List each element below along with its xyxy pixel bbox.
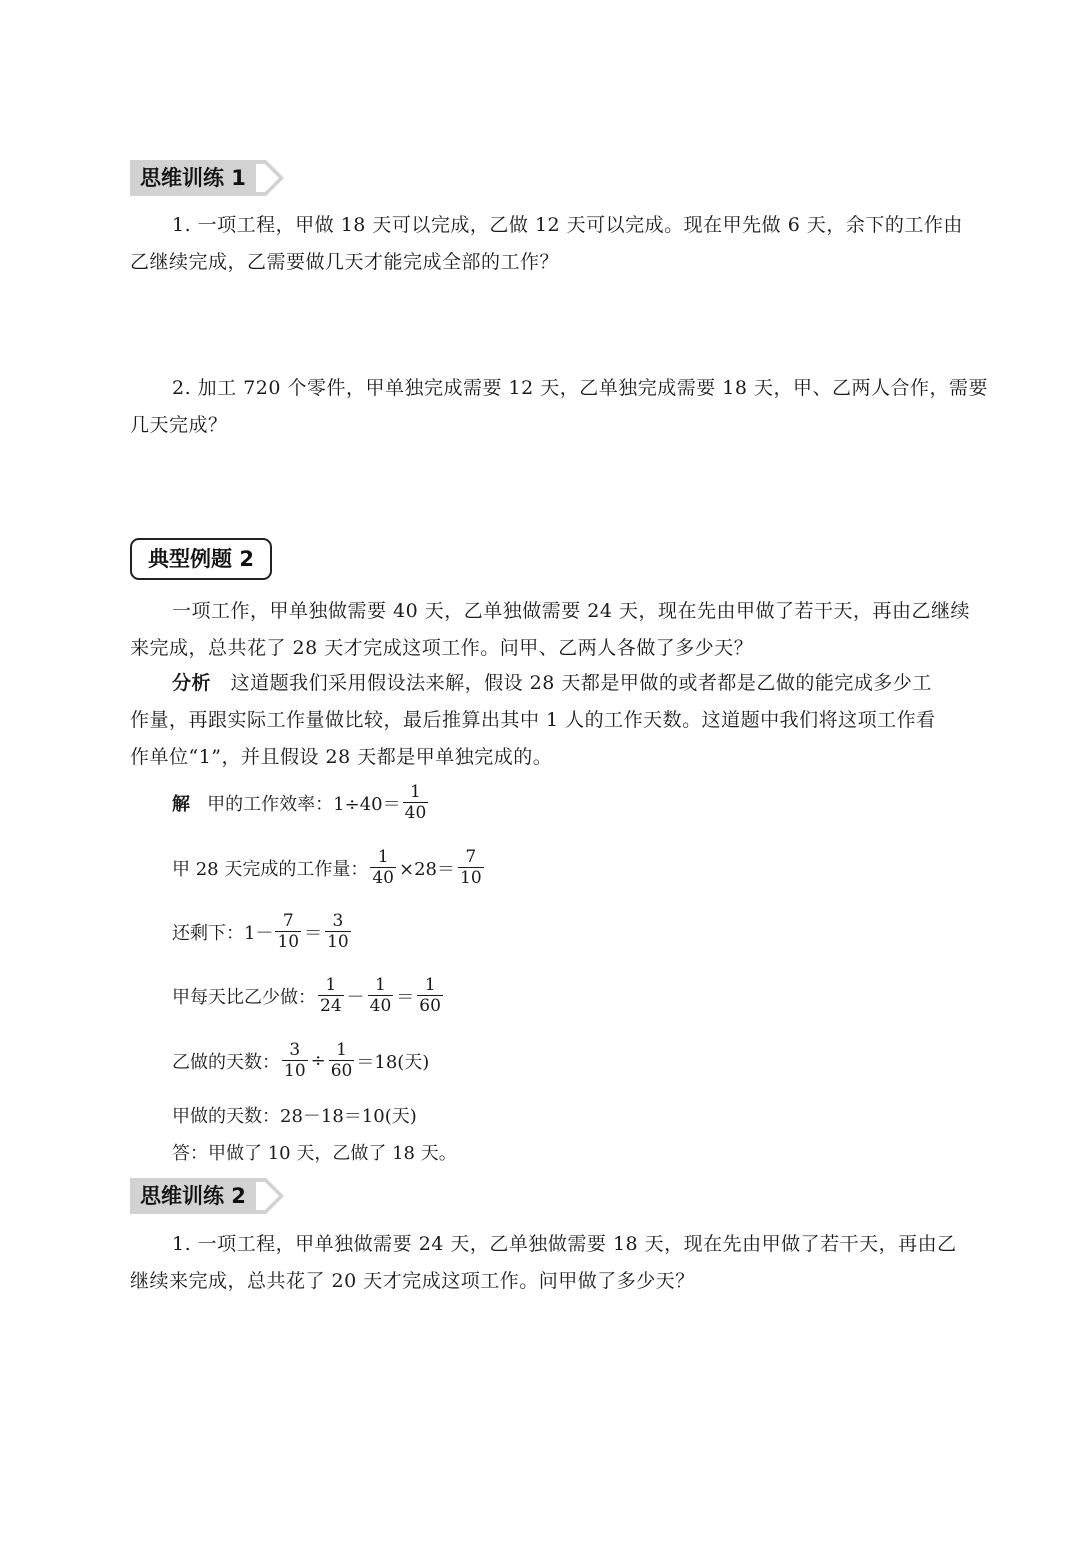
arrow-tab-icon bbox=[256, 160, 286, 196]
section-header-training-1 bbox=[130, 160, 286, 196]
solution-step-6: 甲做的天数：28－18＝10(天) bbox=[172, 1106, 417, 1127]
example2-problem-line2: 来完成，总共花了 28 天才完成这项工作。问甲、乙两人各做了多少天？ bbox=[130, 637, 754, 659]
training2-q1-line1: 1. 一项工程，甲单独做需要 24 天，乙单独做需要 18 天，现在先由甲做了若干天，再由乙 bbox=[172, 1233, 957, 1255]
fraction: $\frac{1}{60}$ bbox=[419, 975, 441, 1016]
training2-q1-line2: 继续来完成，总共花了 20 天才完成这项工作。问甲做了多少天？ bbox=[130, 1270, 695, 1292]
fraction: $\frac{3}{10}$ bbox=[327, 911, 349, 952]
training1-q2-line1: 2. 加工 720 个零件，甲单独完成需要 12 天，乙单独完成需要 18 天，甲、乙两人合作，需要 bbox=[172, 377, 989, 399]
solution-label: 解 bbox=[172, 793, 190, 815]
section-header-training-2 bbox=[130, 1178, 286, 1214]
fraction: $\frac{3}{10}$ bbox=[284, 1040, 306, 1081]
step-text: 乙做的天数： bbox=[172, 1051, 280, 1073]
solution-step-2 bbox=[172, 847, 486, 888]
fraction: $\frac{7}{10}$ bbox=[460, 847, 482, 888]
operator: ＝ bbox=[304, 922, 323, 944]
example2-problem-line1: 一项工作，甲单独做需要 40 天，乙单独做需要 24 天，现在先由甲做了若干天，再由乙继续 bbox=[172, 600, 971, 622]
fraction: $\frac{1}{60}$ bbox=[330, 1040, 353, 1081]
section-title: 思维训练 2 bbox=[130, 1178, 256, 1214]
analysis-label: 分析 bbox=[172, 672, 212, 694]
example2-analysis-line3: 作单位“1”，并且假设 28 天都是甲单独完成的。 bbox=[130, 746, 553, 768]
solution-step-5 bbox=[172, 1040, 429, 1081]
training1-q2-line2: 几天完成？ bbox=[130, 414, 228, 436]
step-result: ＝18(天) bbox=[356, 1051, 430, 1073]
section-header-example-2: 典型例题 2 bbox=[130, 538, 272, 580]
fraction: $\frac{7}{10}$ bbox=[277, 911, 300, 952]
fraction: $\frac{1}{40}$ bbox=[372, 847, 394, 888]
operator: ×28＝ bbox=[399, 858, 455, 880]
solution-step-1 bbox=[172, 782, 430, 823]
example2-analysis-line1 bbox=[172, 668, 932, 695]
analysis-text: 这道题我们采用假设法来解，假设 28 天都是甲做的或者都是乙做的能完成多少工 bbox=[230, 672, 932, 694]
step-text: 甲每天比乙少做： bbox=[172, 986, 316, 1008]
fraction: $\frac{1}{24}$ bbox=[320, 975, 342, 1016]
operator: － bbox=[346, 986, 365, 1008]
solution-step-4 bbox=[172, 975, 445, 1016]
operator: ＝ bbox=[396, 986, 415, 1008]
training1-q1-line1: 1. 一项工程，甲做 18 天可以完成，乙做 12 天可以完成。现在甲先做 6 天，余下的工作由 bbox=[172, 214, 963, 236]
step-text: 甲 28 天完成的工作量： bbox=[172, 858, 369, 880]
solution-step-3 bbox=[172, 911, 353, 952]
training1-q1-line2: 乙继续完成，乙需要做几天才能完成全部的工作？ bbox=[130, 251, 560, 273]
solution-answer: 答：甲做了 10 天，乙做了 18 天。 bbox=[172, 1143, 457, 1164]
fraction: $\frac{1}{40}$ bbox=[404, 782, 427, 823]
step-text: 甲的工作效率：1÷40＝ bbox=[207, 793, 401, 815]
operator: ÷ bbox=[310, 1050, 326, 1071]
section-title: 思维训练 1 bbox=[130, 160, 256, 196]
example2-analysis-line2: 作量，再跟实际工作量做比较，最后推算出其中 1 人的工作天数。这道题中我们将这项工作看 bbox=[130, 709, 936, 731]
arrow-tab-icon bbox=[256, 1178, 286, 1214]
step-text: 还剩下：1－ bbox=[172, 922, 274, 944]
fraction: $\frac{1}{40}$ bbox=[369, 975, 392, 1016]
